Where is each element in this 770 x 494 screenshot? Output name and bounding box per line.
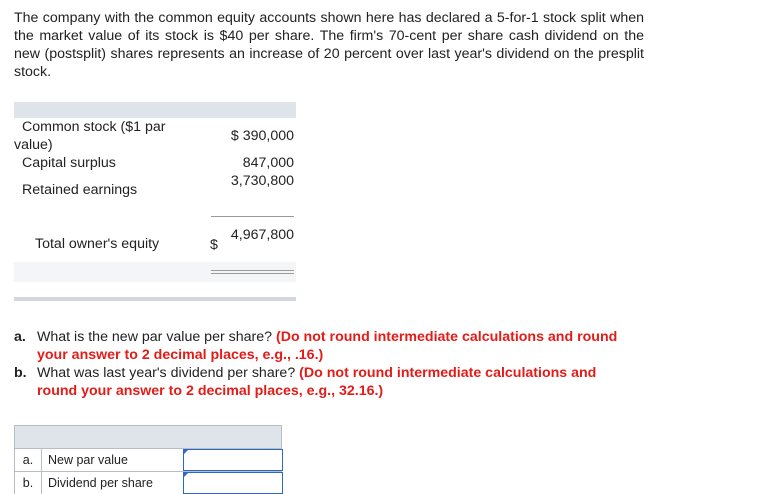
dividend-per-share-input[interactable] [183,472,283,494]
capital-surplus-value: 847,000 [242,155,294,171]
capital-surplus-label: Capital surplus [22,155,116,171]
retained-earnings-value: 3,730,800 [230,173,294,189]
input-marker-icon [183,472,189,478]
total-equity-currency: $ [210,237,218,253]
common-stock-label-line1: Common stock ($1 par [22,119,166,135]
common-stock-label-line2: value) [14,137,53,153]
answer-row-new-par-value [14,448,282,471]
total-equity-label: Total owner's equity [35,236,160,252]
total-equity-value: 4,967,800 [230,227,294,243]
equity-table [14,102,296,253]
input-marker-icon [183,449,189,455]
question-a-letter: a. [14,329,26,345]
question-a-text: What is the new par value per share? [37,329,273,345]
answer-table-header [14,425,282,448]
question-a-instruction: (Do not round intermediate calculations and round your answer to 2 decimal places, e.g., .16.) [37,329,618,363]
answer-table [14,425,282,494]
answer-a-letter: a. [15,449,42,471]
equity-table-footer-bar [14,297,296,301]
answer-a-label: New par value [48,453,128,467]
answer-b-letter: b. [15,472,42,494]
subtotal-rule [211,216,294,217]
double-rule-bottom [211,273,294,274]
question-b [14,364,634,400]
problem-statement: The company with the common equity accounts shown here has declared a 5-for-1 stock split when the market value of its stock is $40 per share. The firm's 70-cent per share cash dividend on the new (postsplit) shares represents an increase of 20 percent over last year's dividend on the presplit stock. [14,10,644,80]
question-b-instruction: (Do not round intermediate calculations and round your answer to 2 decimal places, e.g., 32.16.) [37,365,597,399]
retained-earnings-label: Retained earnings [22,182,138,198]
new-par-value-input[interactable] [183,449,283,471]
equity-table-header [14,102,296,118]
equity-table-spacer-row [14,262,296,282]
answer-b-label: Dividend per share [48,476,153,490]
answer-row-dividend-per-share [14,471,282,494]
question-a [14,328,634,364]
question-b-text: What was last year's dividend per share? [37,365,296,381]
questions [14,328,634,400]
double-rule-top [211,270,294,271]
common-stock-value: $ 390,000 [230,128,294,144]
question-b-letter: b. [14,365,27,381]
